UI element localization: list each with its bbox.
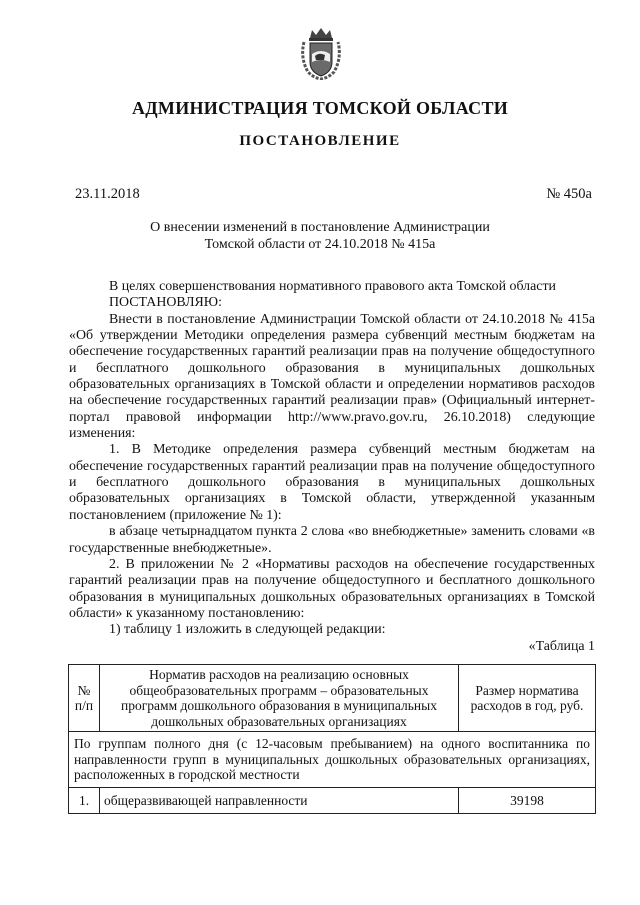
paragraph-item-2: 2. В приложении № 2 «Нормативы расходов на обеспечение государственных гарантий реализации прав на получение общедоступного и бесплатного дошкольного образования в муниципальных дошкольных образовательных организациях в Томской области» к указанному постановлению: [69, 556, 595, 621]
row-number: 1. [69, 787, 100, 814]
doc-date: 23.11.2018 [75, 186, 140, 202]
doc-body [69, 279, 595, 655]
doc-subject-line: О внесении изменений в постановление Администрации [150, 220, 490, 235]
org-title: АДМИНИСТРАЦИЯ ТОМСКОЙ ОБЛАСТИ [131, 98, 509, 118]
paragraph-resolve: ПОСТАНОВЛЯЮ: [109, 295, 222, 311]
paragraph-item-1-text: в абзаце четырнадцатом пункта 2 слова «во внебюджетные» заменить словами «в государственные внебюджетные». [69, 524, 595, 556]
table-group-row [69, 732, 596, 788]
doc-subject [0, 219, 640, 253]
table-row [69, 787, 596, 814]
header-number: № п/п [69, 665, 100, 732]
row-name: общеразвивающей направленности [100, 787, 459, 814]
doc-subject-line: Томской области от 24.10.2018 № 415а [204, 237, 436, 252]
table-header-row [69, 665, 596, 732]
paragraph-main: Внести в постановление Администрации Томской области от 24.10.2018 № 415а «Об утверждении Методики определения размера субвенций местным бюджетам на обеспечение государственных гарантий реализации прав на получение общедоступного и бесплатного дошкольного образования в муниципальных дошкольных образовательных организациях в Томской области и определении нормативов расходов на обеспечение государственных гарантий реализации прав» (Официальный интернет-портал правовой информации http://www.pravo.gov.ru, 26.10.2018) следующие изменения: [69, 311, 595, 442]
paragraph-item-1: 1. В Методике определения размера субвенций местным бюджетам на обеспечение государственных гарантий реализации прав на получение общедоступного и бесплатного дошкольного образования в муниципальных дошкольных образовательных организациях в Томской области, утвержденной указанным постановлением (приложение № 1): [69, 442, 595, 523]
header-norm-value: Размер норматива расходов в год, руб. [459, 665, 596, 732]
doc-type-title: ПОСТАНОВЛЕНИЕ [239, 133, 401, 149]
coat-of-arms-emblem [298, 26, 344, 80]
table-caption: «Таблица 1 [528, 638, 595, 654]
paragraph-item-2-sub: 1) таблицу 1 изложить в следующей редакции: [109, 622, 386, 638]
row-value: 39198 [459, 787, 596, 814]
group-label: По группам полного дня (с 12-часовым пребыванием) на одного воспитанника по направленности групп в муниципальных дошкольных образовательных организациях, расположенных в городской местности [69, 732, 596, 788]
doc-number: № 450а [546, 186, 592, 202]
norms-table [68, 664, 596, 814]
header-norm-name: Норматив расходов на реализацию основных общеобразовательных программ – образовательных программ дошкольного образования в муниципальных дошкольных образовательных организациях [100, 665, 459, 732]
paragraph-preamble: В целях совершенствования нормативного правового акта Томской области [109, 279, 556, 294]
